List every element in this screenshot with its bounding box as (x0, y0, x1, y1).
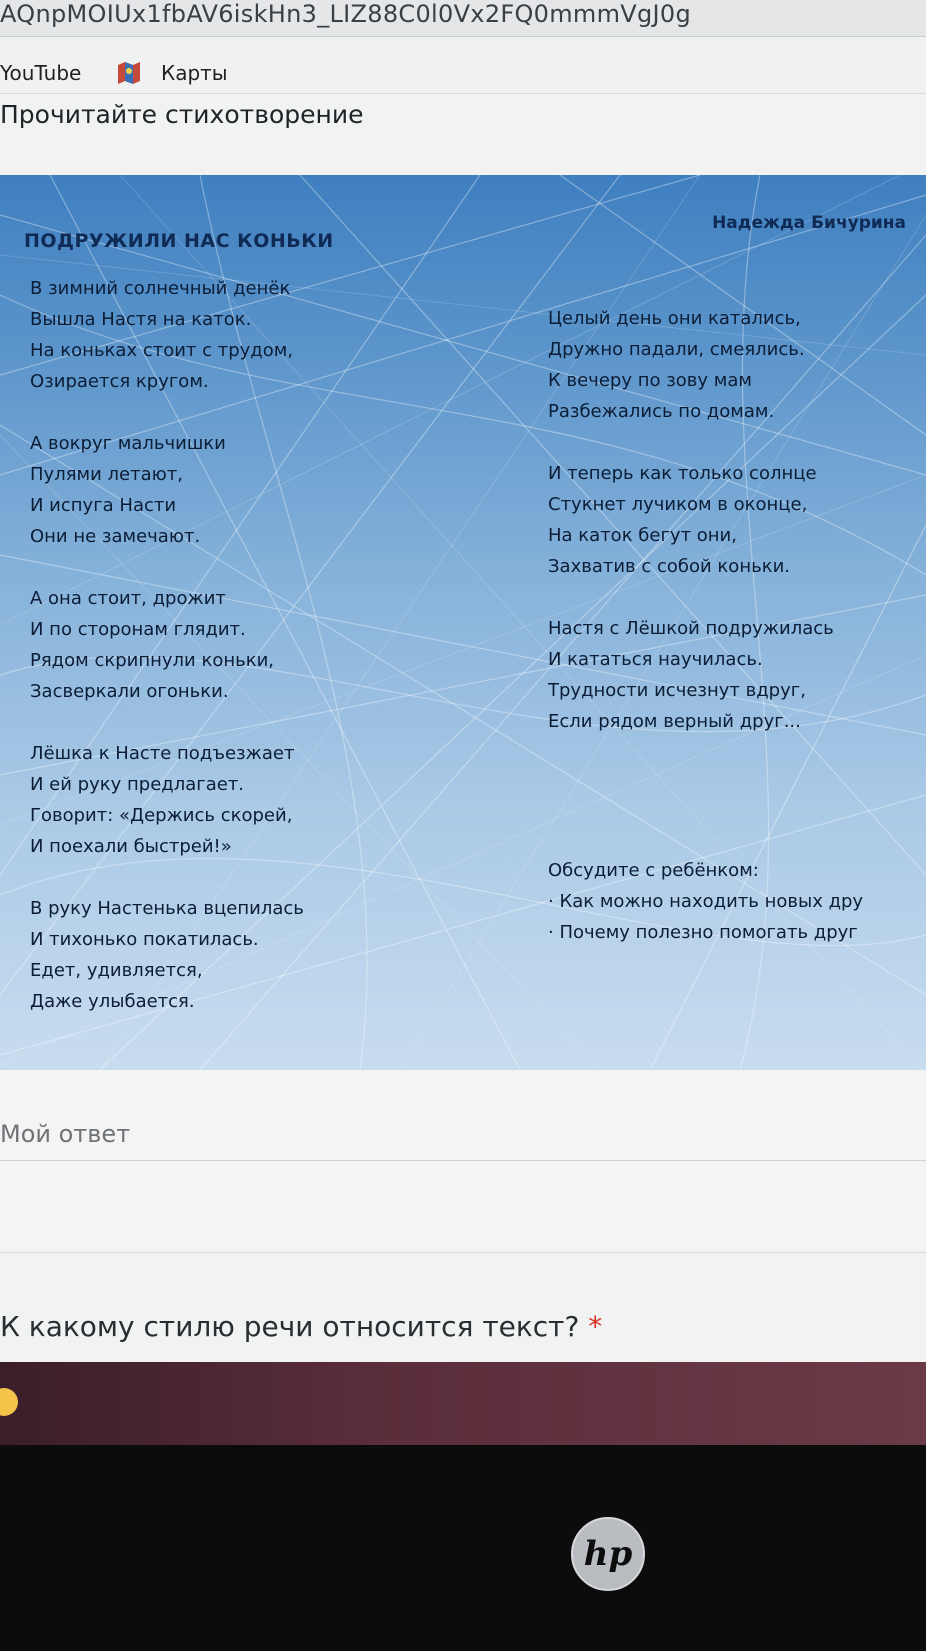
discussion-heading: Обсудите с ребёнком: (548, 860, 759, 881)
poem-author: Надежда Бичурина (712, 213, 906, 233)
discussion-item: · Почему полезно помогать друг (548, 922, 858, 943)
poem-line: Захватив с собой коньки. (548, 556, 790, 577)
hp-logo-text: hp (583, 1534, 633, 1574)
poem-line: Трудности исчезнут вдруг, (548, 680, 806, 701)
poem-line: Лёшка к Насте подъезжает (30, 743, 295, 764)
address-bar[interactable] (0, 0, 926, 37)
poem-line: На каток бегут они, (548, 525, 737, 546)
poem-line: Настя с Лёшкой подружилась (548, 618, 834, 639)
stanza-left-2 (30, 428, 226, 552)
poem-line: Стукнет лучиком в оконце, (548, 494, 808, 515)
required-mark: * (588, 1310, 603, 1343)
answer-field[interactable] (0, 1070, 926, 1250)
poem-line: Если рядом верный друг... (548, 711, 801, 732)
poem-line: Рядом скрипнули коньки, (30, 650, 275, 671)
url-text[interactable]: AQnpMOIUx1fbAV6iskHn3_LIZ88C0l0Vx2FQ0mmmVgJ0g (0, 0, 692, 28)
discussion-item-text: Почему полезно помогать друг (559, 922, 858, 943)
poem-line: Они не замечают. (30, 526, 201, 547)
stanza-right-2 (548, 458, 817, 582)
poem-line: И ей руку предлагает. (30, 774, 245, 795)
bookmark-youtube[interactable]: YouTube (0, 61, 82, 85)
stanza-right-3 (548, 613, 834, 737)
answer-underline (0, 1160, 926, 1161)
poem-title: ПОДРУЖИЛИ НАС КОНЬКИ (24, 230, 334, 252)
poem-line: Дружно падали, смеялись. (548, 339, 805, 360)
poem-line: И испуга Насти (30, 495, 177, 516)
poem-line: К вечеру по зову мам (548, 370, 752, 391)
taskbar-app-icon[interactable] (0, 1388, 18, 1416)
hp-logo (569, 1515, 647, 1593)
poem-line: В зимний солнечный денёк (30, 278, 291, 299)
question-prompt: Прочитайте стихотворение (0, 100, 364, 129)
discussion-block (548, 855, 863, 948)
poem-line: В руку Настенька вцепилась (30, 898, 304, 919)
poem-line: И поехали быстрей!» (30, 836, 232, 857)
poem-line: И по сторонам глядит. (30, 619, 246, 640)
poem-line: Едет, удивляется, (30, 960, 203, 981)
discussion-item-text: Как можно находить новых дру (559, 891, 864, 912)
poem-line: И теперь как только солнце (548, 463, 817, 484)
next-question-title (0, 1310, 602, 1343)
taskbar (0, 1362, 926, 1445)
stanza-left-3 (30, 583, 274, 707)
section-divider (0, 1252, 926, 1253)
discussion-item: · Как можно находить новых дру (548, 891, 864, 912)
poem-line: Целый день они катались, (548, 308, 801, 329)
stanza-left-1 (30, 273, 293, 397)
poem-line: А она стоит, дрожит (30, 588, 226, 609)
poem-line: Пулями летают, (30, 464, 183, 485)
poem-line: Говорит: «Держись скорей, (30, 805, 293, 826)
stanza-left-4 (30, 738, 294, 862)
poem-line: Разбежались по домам. (548, 401, 775, 422)
poem-line: И кататься научилась. (548, 649, 763, 670)
poem-line: На коньках стоит с трудом, (30, 340, 294, 361)
poem-line: Засверкали огоньки. (30, 681, 229, 702)
poem-line: А вокруг мальчишки (30, 433, 226, 454)
poem-line: Озирается кругом. (30, 371, 209, 392)
answer-placeholder[interactable]: Мой ответ (0, 1120, 131, 1148)
maps-icon (116, 61, 142, 85)
poem-line: И тихонько покатилась. (30, 929, 259, 950)
question-text: К какому стилю речи относится текст? (0, 1310, 580, 1343)
bookmarks-bar (0, 37, 926, 94)
poem-line: Вышла Настя на каток. (30, 309, 252, 330)
stanza-left-5 (30, 893, 304, 1017)
poem-image (0, 175, 926, 1070)
bookmark-maps[interactable]: Карты (161, 61, 228, 85)
stanza-right-1 (548, 303, 805, 427)
poem-line: Даже улыбается. (30, 991, 195, 1012)
